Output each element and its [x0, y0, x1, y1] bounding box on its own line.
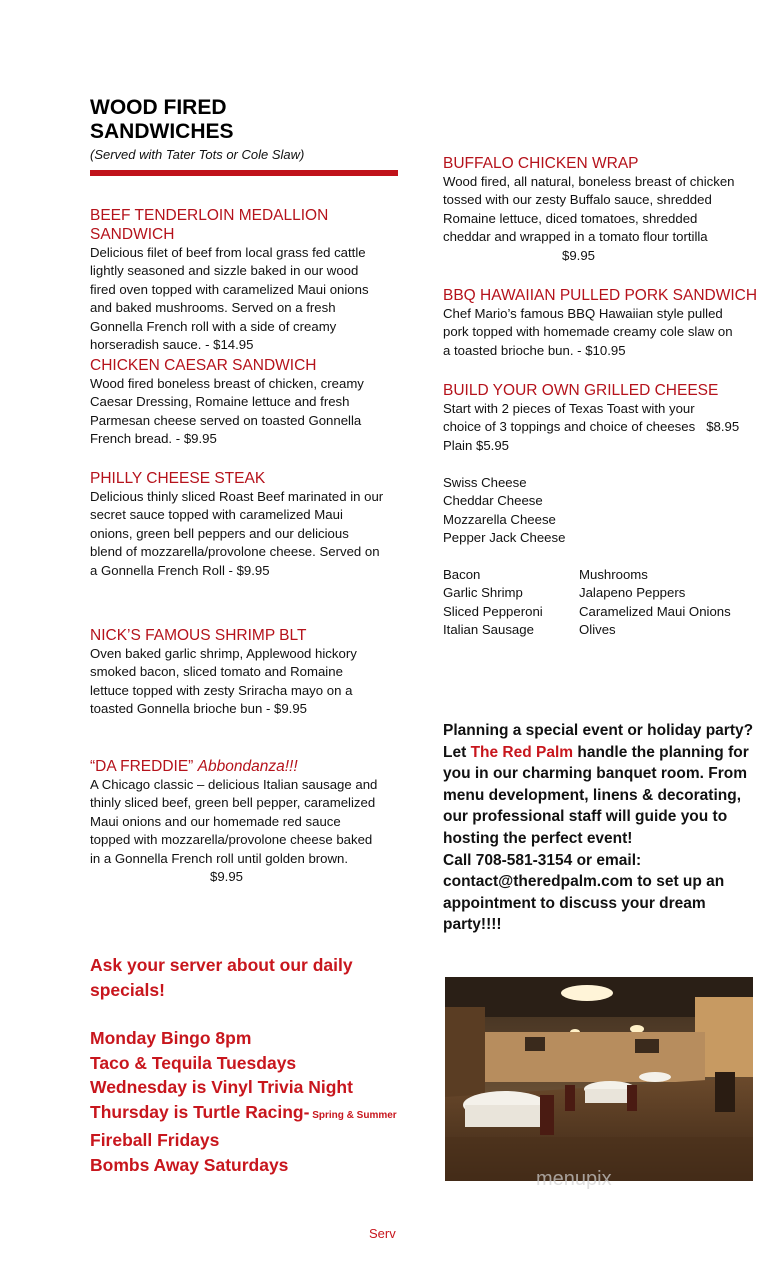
list-item: Pepper Jack Cheese [443, 530, 566, 546]
menu-item-grilled-cheese [443, 381, 763, 455]
topping-options-col2 [579, 566, 731, 640]
item-name: “DA FREDDIE” Abbondanza!!! [90, 758, 298, 775]
menu-item-bbq-hawaiian [443, 286, 763, 360]
menu-item-da-freddie [90, 757, 410, 886]
item-name: CHICKEN CAESAR SANDWICH [90, 357, 317, 374]
special-thursday: Thursday is Turtle Racing- Spring & Summer [90, 1101, 397, 1122]
list-item: Cheddar Cheese [443, 493, 543, 509]
header-rule [90, 170, 398, 176]
list-item: Mushrooms [579, 567, 648, 582]
item-description: Wood fired boneless breast of chicken, creamy Caesar Dressing, Romaine lettuce and fresh Parmesan cheese served on toasted Gonnella French bread. - $9.95 [90, 376, 364, 447]
item-price: $9.95 [562, 247, 596, 263]
daily-specials: Ask your server about our daily specials! Monday Bingo 8pm Taco & Tequila Tuesdays Wednesday is Vinyl Trivia Night Thursday is Turtle Racing- Spring & Summer Fireball Fridays Bombs Away Saturdays [90, 953, 420, 1177]
event-promo: Planning a special event or holiday party? Let The Red Palm handle the planning for you in our charming banquet room. From menu development, linens & decorating, our professional staff will guide you to hosting the perfect event! Call 708-581-3154 or email: contact@theredpalm.com to set up an appointment to discuss your dream party!!!! [443, 722, 754, 934]
topping-options-col1 [443, 566, 543, 640]
item-name: BUILD YOUR OWN GRILLED CHEESE [443, 382, 719, 399]
menu-item-beef-tenderloin [90, 206, 410, 354]
special-tuesday: Taco & Tequila Tuesdays [90, 1052, 297, 1073]
special-friday: Fireball Fridays [90, 1130, 220, 1150]
special-wednesday: Wednesday is Vinyl Trivia Night [90, 1077, 353, 1097]
item-description: Wood fired, all natural, boneless breast of chicken tossed with our zesty Buffalo sauce, shredded Romaine lettuce, diced tomatoes, shredded cheddar and wrapped in a tomato flour tortilla $9.95 [443, 173, 763, 265]
item-name: NICK’S FAMOUS SHRIMP BLT [90, 627, 307, 644]
menu-section-header [90, 96, 304, 164]
menu-item-philly-cheese-steak [90, 469, 410, 580]
footer-text: Serv [369, 1226, 396, 1241]
item-description: Delicious filet of beef from local grass fed cattle lightly seasoned and sizzle baked in our wood fired oven topped with caramelized Maui onions and baked mushrooms. Served on a fresh Gonnella French roll with a side of creamy horseradish sauce. - $14.95 [90, 245, 369, 353]
item-price: $9.95 [210, 869, 244, 885]
list-item: Jalapeno Peppers [579, 585, 686, 601]
menu-item-shrimp-blt [90, 626, 410, 719]
item-description: Delicious thinly sliced Roast Beef marinated in our secret sauce topped with caramelized Maui onions, green bell peppers and our delicious blend of mozzarella/provolone cheese. Served on a Gonnella French Roll - $9.95 [90, 489, 384, 578]
menu-item-chicken-caesar [90, 356, 410, 449]
banquet-room-photo [445, 977, 753, 1181]
menu-item-buffalo-chicken-wrap [443, 154, 763, 265]
item-description: Chef Mario’s famous BBQ Hawaiian style pulled pork topped with homemade creamy cole slaw on a toasted brioche bun. - $10.95 [443, 306, 733, 358]
item-name: BBQ HAWAIIAN PULLED PORK SANDWICH [443, 287, 758, 304]
watermark: menupix [536, 1168, 612, 1190]
list-item: Mozzarella Cheese [443, 511, 556, 527]
item-description: Start with 2 pieces of Texas Toast with your choice of 3 toppings and choice of cheeses $8.95 Plain $5.95 [443, 401, 740, 453]
special-monday: Monday Bingo 8pm [90, 1028, 252, 1048]
cheese-options [443, 474, 565, 548]
item-name: BEEF TENDERLOIN MEDALLION SANDWICH [90, 207, 329, 243]
item-description: Oven baked garlic shrimp, Applewood hickory smoked bacon, sliced tomato and Romaine lettuce topped with zesty Sriracha mayo on a toasted Gonnella brioche bun - $9.95 [90, 646, 357, 717]
page-title-line1: WOOD FIRED [90, 96, 227, 119]
list-item: Bacon [443, 567, 481, 582]
list-item: Sliced Pepperoni [443, 603, 543, 619]
page-title-line2: SANDWICHES [90, 120, 234, 143]
list-item: Olives [579, 622, 616, 638]
brand-name: The Red Palm [470, 743, 574, 761]
list-item: Italian Sausage [443, 622, 534, 638]
item-description: A Chicago classic – delicious Italian sausage and thinly sliced beef, green bell pepper, caramelized Maui onions and our homemade red sauce topped with mozzarella/provolone cheese baked in a Gonnella French roll until golden brown. $9.95 [90, 776, 410, 886]
item-name: BUFFALO CHICKEN WRAP [443, 155, 639, 172]
list-item: Caramelized Maui Onions [579, 603, 731, 619]
special-saturday: Bombs Away Saturdays [90, 1154, 289, 1175]
page-subtitle: (Served with Tater Tots or Cole Slaw) [90, 147, 305, 162]
item-name: PHILLY CHEESE STEAK [90, 470, 266, 487]
list-item: Swiss Cheese [443, 475, 527, 490]
list-item: Garlic Shrimp [443, 585, 523, 601]
